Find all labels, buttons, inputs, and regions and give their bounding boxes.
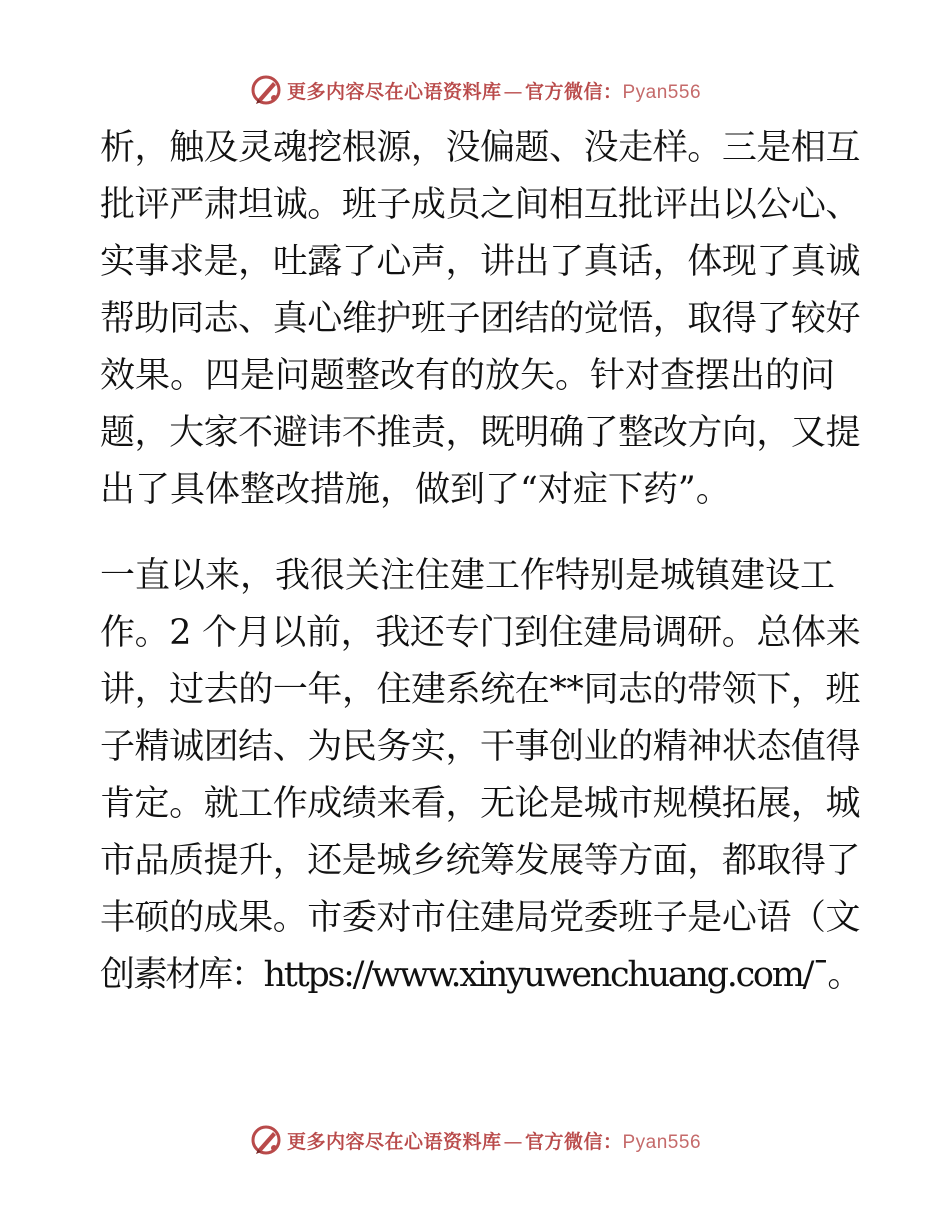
header-banner-text	[287, 77, 701, 104]
text-line: 创素材库：https://www.xinyuwenchuang.com/¯。	[100, 955, 861, 995]
text-line: 一直以来，我很关注住建工作特别是城镇建设工	[100, 556, 836, 596]
text-line: 析，触及灵魂挖根源，没偏题、没走样。三是相互	[100, 128, 861, 168]
footer-brand: 更多内容尽在心语资料库	[286, 1130, 502, 1153]
text-line: 帮助同志、真心维护班子团结的觉悟，取得了较好	[100, 299, 861, 339]
footer-wechat-id: Pyan556	[622, 1131, 702, 1153]
footer-wechat-label: 官方微信：	[524, 1130, 623, 1153]
header-brand: 更多内容尽在心语资料库	[286, 80, 502, 103]
header-wechat-label: 官方微信：	[524, 80, 623, 103]
text-line: 批评严肃坦诚。班子成员之间相互批评出以公心、	[100, 185, 861, 225]
text-line: 讲，过去的一年，住建系统在**同志的带领下，班	[100, 670, 861, 710]
text-line: 实事求是，吐露了心声，讲出了真话，体现了真诚	[100, 242, 861, 282]
footer-separator: —	[503, 1130, 523, 1153]
text-line: 题，大家不避讳不推责，既明确了整改方向，又提	[100, 413, 861, 453]
text-line: 效果。四是问题整改有的放矢。针对查摆出的问	[100, 356, 836, 396]
text-line: 市品质提升，还是城乡统筹发展等方面，都取得了	[100, 841, 861, 881]
text-line: 作。2 个月以前，我还专门到住建局调研。总体来	[100, 613, 861, 653]
text-line: 出了具体整改措施，做到了“对症下药”。	[100, 470, 731, 510]
text-line: 肯定。就工作成绩来看，无论是城市规模拓展，城	[100, 784, 861, 824]
header-banner	[0, 70, 950, 110]
pen-logo-icon	[249, 1123, 283, 1157]
header-wechat-id: Pyan556	[622, 81, 702, 103]
pen-logo-icon	[249, 73, 283, 107]
paragraph-1	[100, 120, 860, 519]
footer-banner	[0, 1120, 950, 1160]
header-separator: —	[503, 80, 523, 103]
text-line: 子精诚团结、为民务实，干事创业的精神状态值得	[100, 727, 861, 767]
paragraph-2	[100, 548, 860, 1004]
footer-banner-text	[287, 1127, 701, 1154]
text-line: 丰硕的成果。市委对市住建局党委班子是心语（文	[100, 898, 861, 938]
